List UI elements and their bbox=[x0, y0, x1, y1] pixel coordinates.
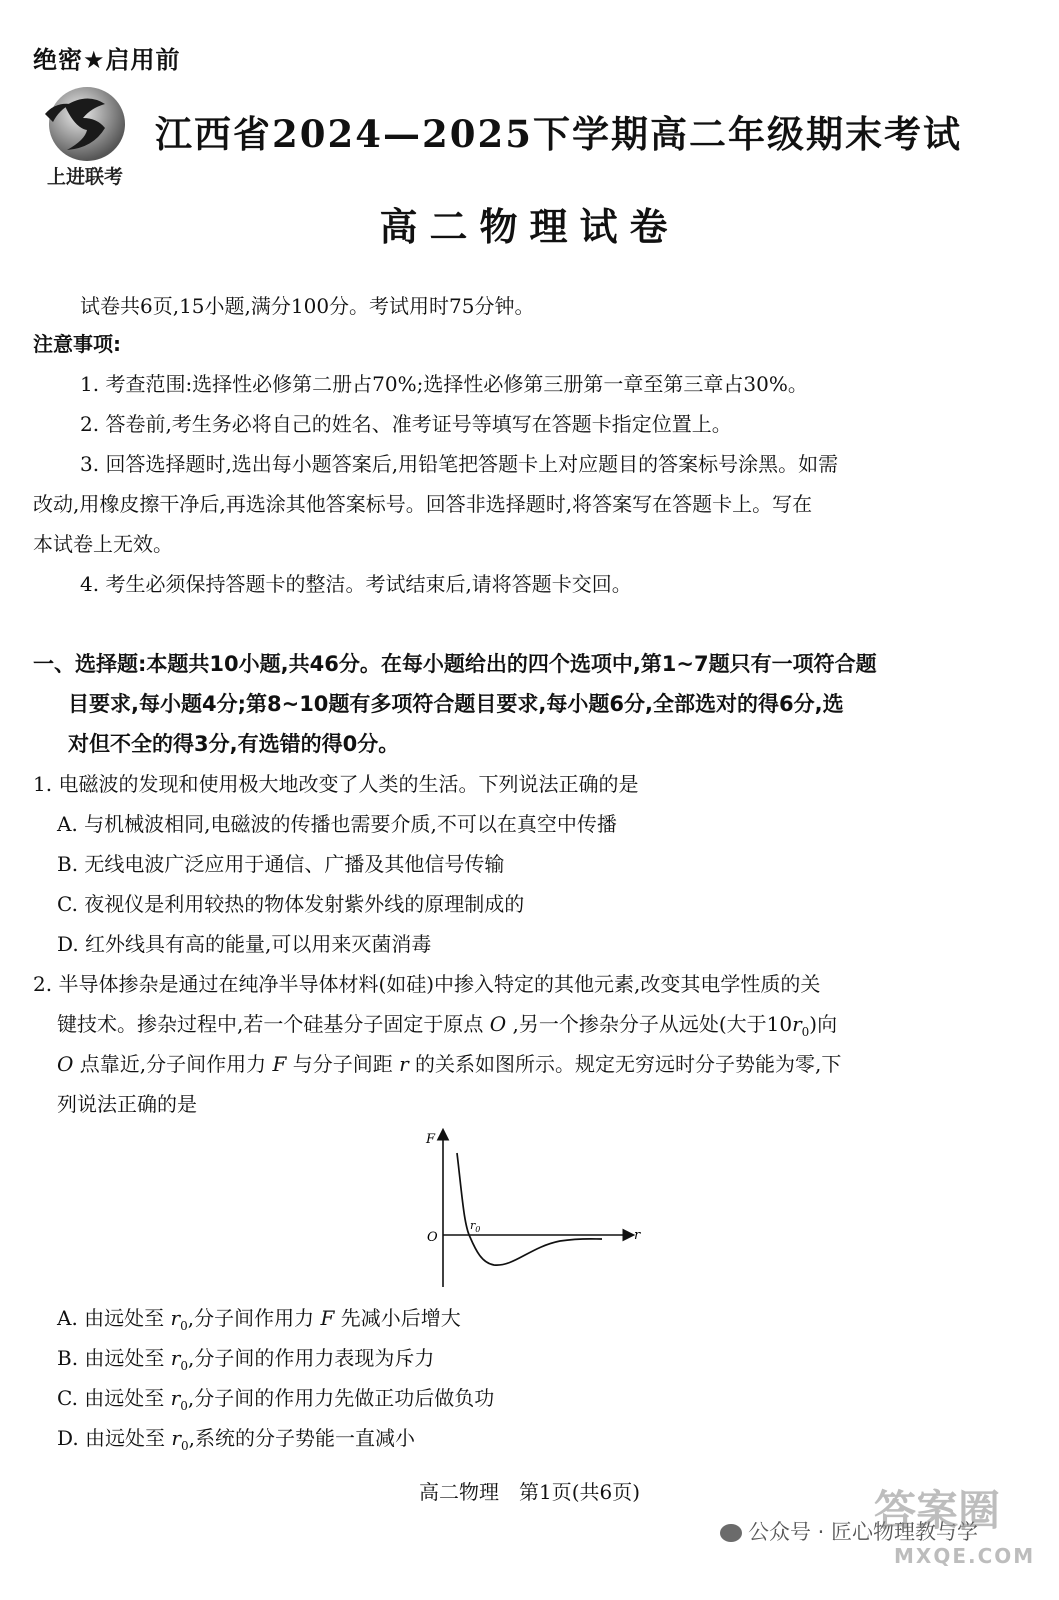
question-2-line-2 bbox=[57, 1012, 837, 1039]
question-1-option-b: B. 无线电波广泛应用于通信、广播及其他信号传输 bbox=[57, 852, 505, 876]
question-2-line-4: 列说法正确的是 bbox=[57, 1092, 197, 1116]
q2-option-text: C. 由远处至 bbox=[57, 1386, 165, 1410]
watermark-text: 公众号 · 匠心物理教与学 bbox=[748, 1520, 979, 1544]
subscript-0: 0 bbox=[180, 1319, 188, 1333]
r0-label bbox=[470, 1219, 480, 1234]
subscript-0: 0 bbox=[180, 1439, 189, 1453]
var-f: F bbox=[320, 1306, 335, 1330]
watermark-mark-top: 答案圈 bbox=[874, 1486, 1001, 1535]
q2-text-segment: ,另一个掺杂分子从远处(大于10 bbox=[512, 1012, 793, 1036]
q2-option-text: ,分子间作用力 bbox=[187, 1306, 315, 1330]
var-o: O bbox=[57, 1052, 74, 1076]
r0-label-r: r bbox=[470, 1219, 476, 1232]
var-r: r bbox=[170, 1386, 181, 1410]
exam-logo bbox=[35, 84, 135, 188]
subscript-0: 0 bbox=[180, 1359, 188, 1373]
page-footer: 高二物理 第1页(共6页) bbox=[418, 1480, 641, 1504]
q2-text-segment: 的关系如图所示。规定无穷远时分子势能为零,下 bbox=[415, 1052, 842, 1076]
q2-option-text: D. 由远处至 bbox=[57, 1426, 166, 1450]
notes-heading: 注意事项: bbox=[33, 332, 121, 356]
site-watermark-logo bbox=[868, 1478, 1038, 1588]
question-2-option-b bbox=[57, 1346, 434, 1373]
q2-option-text: A. 由远处至 bbox=[57, 1306, 165, 1330]
q2-option-text: ,系统的分子势能一直减小 bbox=[188, 1426, 415, 1450]
var-r: r bbox=[792, 1012, 802, 1036]
var-r: r bbox=[170, 1346, 181, 1370]
r0-label-sub: 0 bbox=[475, 1225, 481, 1234]
var-f: F bbox=[272, 1052, 287, 1076]
var-r: r bbox=[171, 1426, 181, 1450]
q2-option-text: ,分子间的作用力表现为斥力 bbox=[187, 1346, 435, 1370]
var-r: r bbox=[170, 1306, 181, 1330]
q2-option-text: 先减小后增大 bbox=[340, 1306, 461, 1330]
section-heading-line-3: 对但不全的得3分,有选错的得0分。 bbox=[68, 732, 400, 756]
q2-option-text: ,分子间的作用力先做正功后做负功 bbox=[187, 1386, 495, 1410]
var-r: r bbox=[399, 1052, 409, 1076]
subscript-0: 0 bbox=[180, 1399, 188, 1413]
question-2-line-1: 2. 半导体掺杂是通过在纯净半导体材料(如硅)中掺入特定的其他元素,改变其电学性质的关 bbox=[33, 972, 821, 996]
question-1-option-c: C. 夜视仪是利用较热的物体发射紫外线的原理制成的 bbox=[57, 892, 525, 916]
logo-text: 上进联考 bbox=[46, 166, 123, 188]
force-curve bbox=[457, 1153, 602, 1265]
exam-intro: 试卷共6页,15小题,满分100分。考试用时75分钟。 bbox=[80, 294, 535, 318]
subject-title: 高二物理试卷 bbox=[379, 204, 680, 249]
force-distance-graph bbox=[410, 1125, 645, 1295]
axis-label-r: r bbox=[634, 1228, 641, 1243]
question-1-option-d: D. 红外线具有高的能量,可以用来灭菌消毒 bbox=[57, 932, 432, 956]
question-2-option-a bbox=[57, 1306, 461, 1333]
section-heading-line-2: 目要求,每小题4分;第8~10题有多项符合题目要求,每小题6分,全部选对的得6分,选 bbox=[68, 692, 844, 716]
note-item-4: 4. 考生必须保持答题卡的整洁。考试结束后,请将答题卡交回。 bbox=[80, 572, 632, 596]
q2-text-segment: )向 bbox=[809, 1012, 838, 1036]
section-heading-line-1: 一、选择题:本题共10小题,共46分。在每小题给出的四个选项中,第1~7题只有一项符合题 bbox=[33, 652, 877, 676]
note-item-3-line-2: 改动,用橡皮擦干净后,再选涂其他答案标号。回答非选择题时,将答案写在答题卡上。写在 bbox=[33, 492, 813, 516]
q2-text-segment: 键技术。掺杂过程中,若一个硅基分子固定于原点 bbox=[57, 1012, 484, 1036]
question-2-line-3 bbox=[57, 1052, 841, 1076]
note-item-3-line-3: 本试卷上无效。 bbox=[33, 532, 173, 556]
q2-text-segment: 与分子间距 bbox=[292, 1052, 393, 1076]
note-item-2: 2. 答卷前,考生务必将自己的姓名、准考证号等填写在答题卡指定位置上。 bbox=[80, 412, 732, 436]
question-1-stem: 1. 电磁波的发现和使用极大地改变了人类的生活。下列说法正确的是 bbox=[33, 772, 639, 796]
note-item-3-line-1: 3. 回答选择题时,选出每小题答案后,用铅笔把答题卡上对应题目的答案标号涂黑。如需 bbox=[80, 452, 839, 476]
wechat-icon bbox=[720, 1524, 742, 1542]
note-item-1: 1. 考查范围:选择性必修第二册占70%;选择性必修第三册第一章至第三章占30%。 bbox=[80, 372, 808, 396]
q2-option-text: B. 由远处至 bbox=[57, 1346, 165, 1370]
question-2-option-c bbox=[57, 1386, 494, 1413]
origin-label: O bbox=[427, 1230, 438, 1245]
question-2-option-d bbox=[57, 1426, 415, 1453]
subscript-0: 0 bbox=[801, 1025, 810, 1039]
confidential-label: 绝密★启用前 bbox=[33, 46, 181, 74]
question-1-option-a: A. 与机械波相同,电磁波的传播也需要介质,不可以在真空中传播 bbox=[57, 812, 617, 836]
exam-title: 江西省2024—2025下学期高二年级期末考试 bbox=[155, 112, 962, 156]
watermark-mark-bottom: MXQE.COM bbox=[894, 1544, 1036, 1568]
q2-text-segment: 点靠近,分子间作用力 bbox=[79, 1052, 267, 1076]
var-o: O bbox=[489, 1012, 507, 1036]
axis-label-f: F bbox=[426, 1132, 436, 1147]
logo-emblem-icon bbox=[35, 84, 135, 164]
